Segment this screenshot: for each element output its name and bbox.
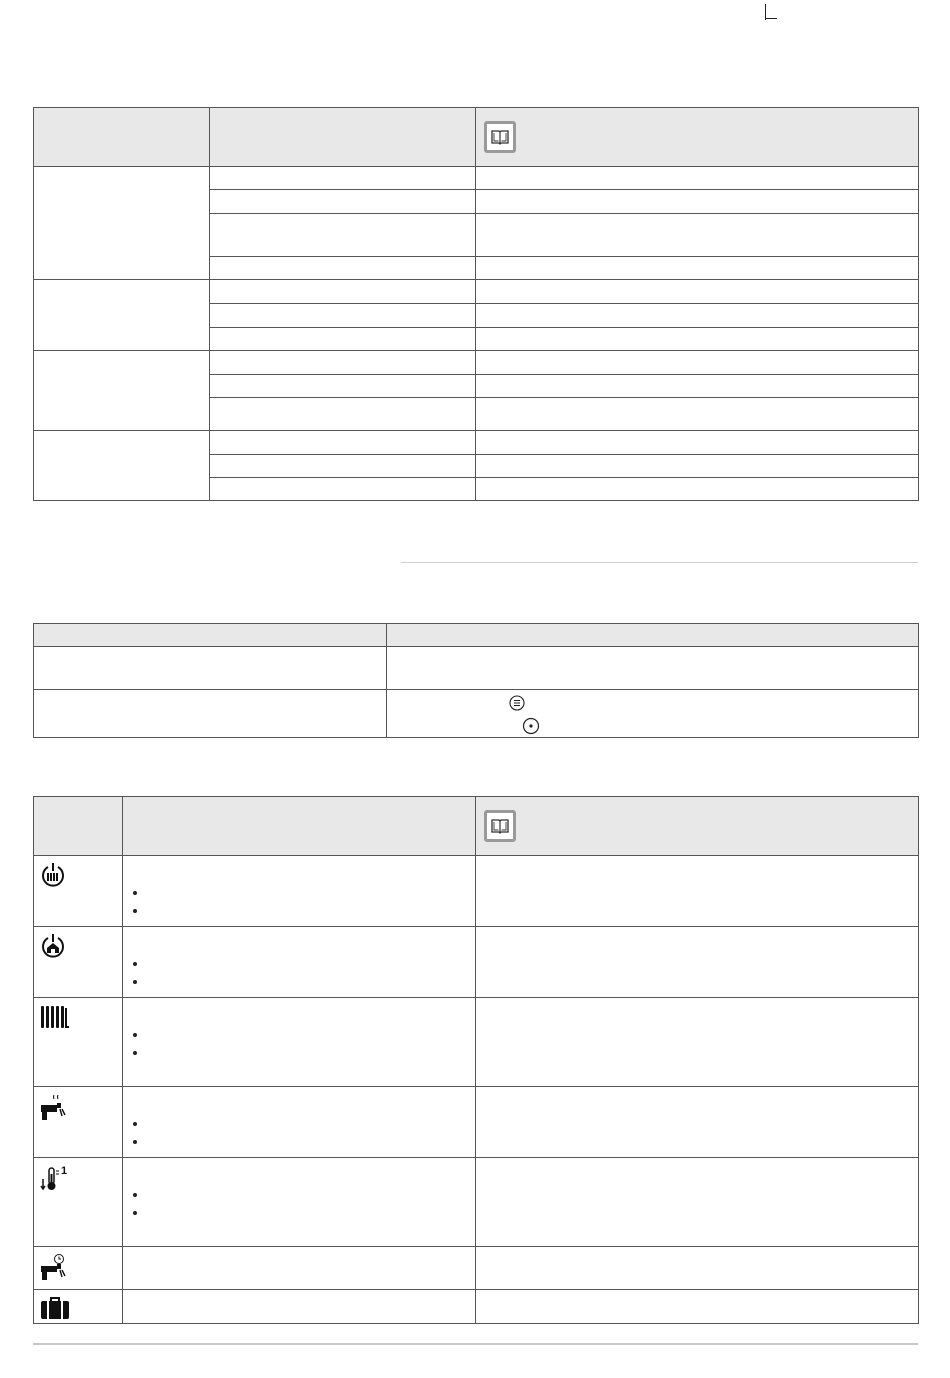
table-header-row [34,108,919,167]
table-row [34,690,919,738]
table-cell [476,280,919,304]
svg-text:1: 1 [61,1165,68,1177]
power-heating-icon [40,877,66,891]
table-cell [34,690,387,738]
list-item [133,1204,475,1222]
hot-water-tap-icon [40,1110,68,1124]
list-item [133,1186,475,1204]
table-cell [476,1290,919,1324]
power-holiday-home-icon [40,948,66,962]
table-row [34,647,919,690]
temperature-setpoint-icon [40,1165,72,1195]
table-cell [476,190,919,214]
settings-table-3 [33,796,919,1324]
table-row [34,431,919,455]
table-cell [476,927,919,998]
suitcase-icon [40,1309,70,1323]
group-cell [34,431,210,501]
table-row [34,856,919,927]
table-cell [476,856,919,927]
table-cell [476,1247,919,1290]
table-cell [476,1087,919,1158]
hot-water-timer-icon [40,1270,68,1284]
group-cell [34,351,210,431]
table-row [34,280,919,304]
table-cell [476,257,919,280]
list-item [133,1133,475,1151]
list-item [133,902,475,920]
text-cell [123,1087,476,1158]
table-cell [210,351,476,375]
list-item [133,1044,475,1062]
table-row [34,1087,919,1158]
icon-cell [34,927,123,998]
icon-cell [34,1247,123,1290]
text-cell [123,998,476,1087]
table-row [34,998,919,1087]
table-cell [476,431,919,455]
table-cell [210,257,476,280]
text-cell [123,927,476,998]
table-cell [210,190,476,214]
table-cell [476,1158,919,1247]
footer-divider [33,1343,918,1345]
icon-cell [34,1290,123,1324]
list-item [133,1115,475,1133]
table-row [34,351,919,375]
header-cell-3 [476,108,919,167]
settings-table-1 [33,107,919,501]
table-cell [210,478,476,501]
table-cell [476,998,919,1087]
menu-list-icon [509,695,525,714]
header-cell-1 [34,624,387,647]
text-cell [123,856,476,927]
table-cell [476,351,919,375]
table-cell [210,375,476,398]
table-cell [476,304,919,328]
header-cell-2 [387,624,919,647]
table-cell [210,455,476,478]
confirm-dial-icon [522,717,540,738]
header-cell-2 [123,797,476,856]
table-row [34,1158,919,1247]
text-cell [123,1158,476,1247]
table-cell [476,375,919,398]
book-icon [484,810,516,842]
list-item [133,955,475,973]
header-cell-1 [34,108,210,167]
table-cell [476,214,919,257]
section-divider [401,562,918,563]
header-cell-3 [476,797,919,856]
list-item [133,884,475,902]
table-row [34,167,919,190]
table-cell [387,690,919,738]
table-cell [210,431,476,455]
table-cell [476,478,919,501]
table-cell [123,1290,476,1324]
group-cell [34,167,210,280]
icon-cell [34,1158,123,1247]
table-row [34,1290,919,1324]
table-header-row [34,797,919,856]
list-item [133,973,475,991]
table-cell [210,398,476,431]
table-cell [387,647,919,690]
table-cell [210,328,476,351]
radiator-icon [40,1019,70,1033]
table-cell [210,214,476,257]
icon-cell [34,1087,123,1158]
table-cell [476,167,919,190]
table-header-row [34,624,919,647]
table-cell [210,280,476,304]
table-cell [34,647,387,690]
list-item [133,1026,475,1044]
table-cell [476,328,919,351]
book-icon [484,121,516,153]
table-cell [476,398,919,431]
table-cell [476,455,919,478]
table-cell [210,304,476,328]
crop-mark-horizontal [765,18,777,19]
table-cell [210,167,476,190]
group-cell [34,280,210,351]
icon-cell [34,856,123,927]
table-row [34,927,919,998]
header-cell-2 [210,108,476,167]
settings-table-2 [33,623,919,738]
icon-cell [34,998,123,1087]
table-cell [123,1247,476,1290]
header-cell-1 [34,797,123,856]
table-row [34,1247,919,1290]
